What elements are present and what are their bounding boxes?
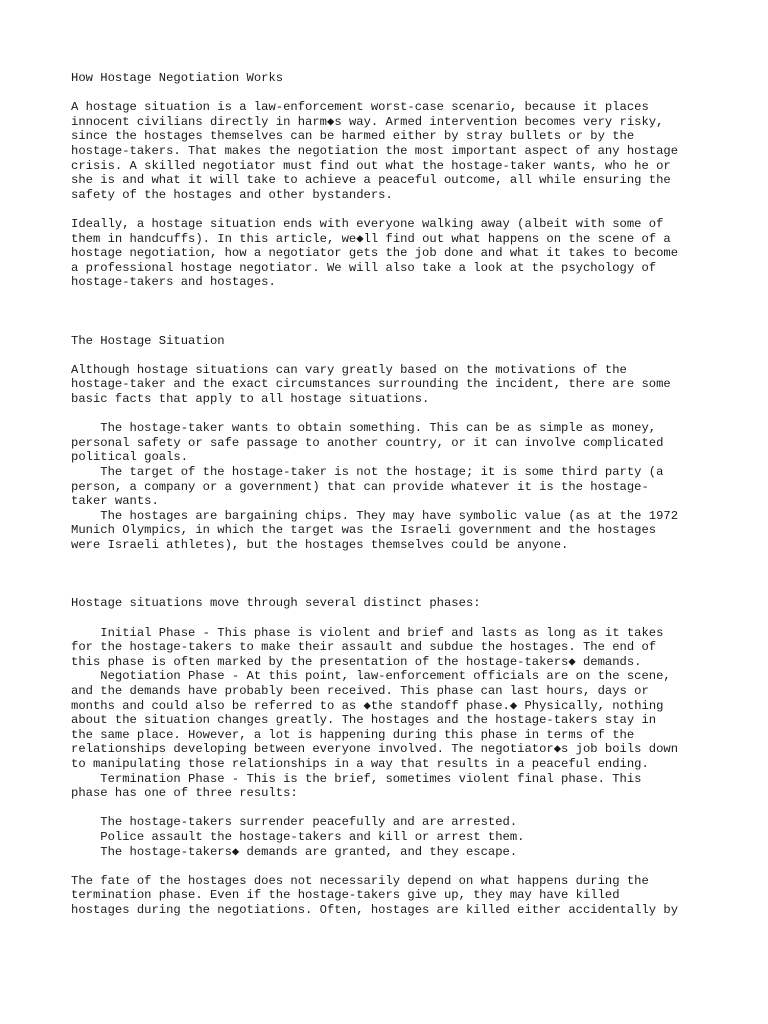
text-line: termination phase. Even if the hostage-takers give up, they may have killed	[71, 888, 620, 903]
text-block	[71, 626, 711, 801]
document-page	[71, 71, 711, 917]
text-line: taker wants.	[71, 494, 159, 509]
text-line: relationships developing between everyone involved. The negotiator◆s job boils down	[71, 742, 679, 757]
text-line: to manipulating those relationships in a way that results in a peaceful ending.	[71, 756, 649, 771]
text-line: Negotiation Phase - At this point, law-enforcement officials are on the scene,	[71, 669, 671, 684]
text-line: and the demands have probably been received. This phase can last hours, days or	[71, 683, 649, 698]
text-line: The hostage-taker wants to obtain something. This can be as simple as money,	[71, 421, 657, 436]
text-line: basic facts that apply to all hostage situations.	[71, 392, 430, 407]
text-line: person, a company or a government) that can provide whatever it is the hostage-	[71, 479, 649, 494]
text-line: she is and what it will take to achieve a peaceful outcome, all while ensuring the	[71, 173, 671, 188]
text-line: The Hostage Situation	[71, 333, 225, 348]
text-line: were Israeli athletes), but the hostages themselves could be anyone.	[71, 538, 569, 553]
text-line: hostage-takers and hostages.	[71, 275, 276, 290]
text-line: The hostage-takers surrender peacefully and are arrested.	[71, 815, 518, 830]
text-line: Police assault the hostage-takers and kill or arrest them.	[71, 829, 525, 844]
text-line: phase has one of three results:	[71, 786, 298, 801]
text-line: hostage-takers. That makes the negotiation the most important aspect of any hostage	[71, 143, 679, 158]
text-line: for the hostage-takers to make their assault and subdue the hostages. The end of	[71, 640, 657, 655]
text-block	[71, 874, 711, 918]
text-line: the same place. However, a lot is happening during this phase in terms of the	[71, 727, 635, 742]
text-line: Initial Phase - This phase is violent and brief and lasts as long as it takes	[71, 625, 664, 640]
text-block	[71, 421, 711, 552]
text-line: since the hostages themselves can be harmed either by stray bullets or by the	[71, 129, 635, 144]
text-line: this phase is often marked by the presentation of the hostage-takers◆ demands.	[71, 654, 642, 669]
text-line: Although hostage situations can vary greatly based on the motivations of the	[71, 362, 627, 377]
text-line: hostage negotiation, how a negotiator gets the job done and what it takes to become	[71, 246, 679, 261]
text-line: months and could also be referred to as ◆the standoff phase.◆ Physically, nothing	[71, 698, 664, 713]
text-line: personal safety or safe passage to another country, or it can involve complicated	[71, 435, 664, 450]
text-line: How Hostage Negotiation Works	[71, 71, 284, 85]
text-line: about the situation changes greatly. The hostages and the hostage-takers stay in	[71, 713, 657, 728]
text-line: a professional hostage negotiator. We will also take a look at the psychology of	[71, 260, 657, 275]
text-line: safety of the hostages and other bystanders.	[71, 187, 393, 202]
text-line: Termination Phase - This is the brief, sometimes violent final phase. This	[71, 771, 642, 786]
text-line: Hostage situations move through several distinct phases:	[71, 596, 481, 611]
text-block	[71, 596, 711, 611]
text-block	[71, 363, 711, 407]
text-line: them in handcuffs). In this article, we◆ll find out what happens on the scene of a	[71, 231, 671, 246]
text-line: The fate of the hostages does not necessarily depend on what happens during the	[71, 873, 649, 888]
text-line: The hostage-takers◆ demands are granted, and they escape.	[71, 844, 518, 859]
text-block	[71, 217, 711, 290]
text-block	[71, 100, 711, 202]
text-block	[71, 71, 711, 86]
text-line: crisis. A skilled negotiator must find out what the hostage-taker wants, who he or	[71, 158, 671, 173]
text-line: A hostage situation is a law-enforcement worst-case scenario, because it places	[71, 100, 649, 115]
text-line: The target of the hostage-taker is not the hostage; it is some third party (a	[71, 465, 664, 480]
text-block	[71, 815, 711, 859]
text-block	[71, 334, 711, 349]
text-line: Munich Olympics, in which the target was the Israeli government and the hostages	[71, 523, 657, 538]
text-line: The hostages are bargaining chips. They may have symbolic value (as at the 1972	[71, 508, 679, 523]
text-line: political goals.	[71, 450, 189, 465]
text-line: Ideally, a hostage situation ends with everyone walking away (albeit with some of	[71, 216, 664, 231]
text-line: innocent civilians directly in harm◆s way. Armed intervention becomes very risky,	[71, 114, 664, 129]
text-line: hostage-taker and the exact circumstances surrounding the incident, there are some	[71, 377, 671, 392]
text-line: hostages during the negotiations. Often, hostages are killed either accidentally by	[71, 902, 679, 917]
